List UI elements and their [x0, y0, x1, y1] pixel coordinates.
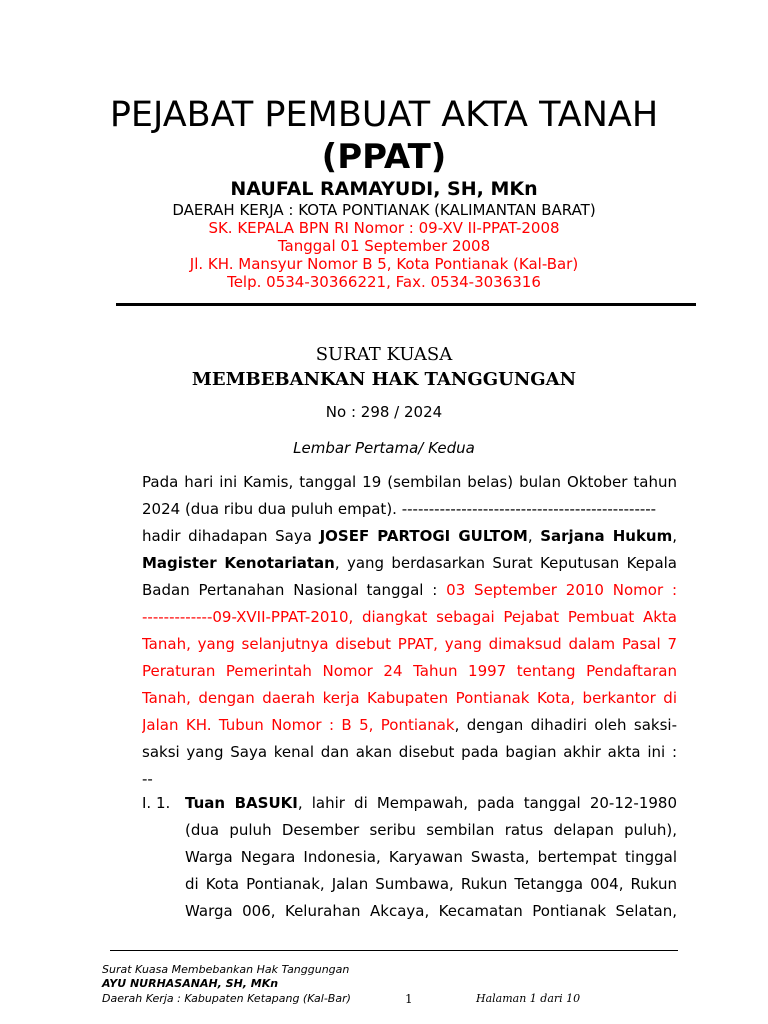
- party-line: (dua puluh Desember seribu sembilan ratus delapan puluh),: [185, 821, 677, 839]
- party-name: Tuan BASUKI: [185, 794, 298, 812]
- office-address: Jl. KH. Mansyur Nomor B 5, Kota Pontianak (Kal-Bar): [189, 255, 579, 273]
- body-line: [142, 577, 677, 604]
- body-line: --: [142, 770, 153, 788]
- notary-name: NAUFAL RAMAYUDI, SH, MKn: [230, 178, 538, 200]
- office-title: PEJABAT PEMBUAT AKTA TANAH: [109, 95, 659, 135]
- body-line: 2024 (dua ribu dua puluh empat). -----------------------------------------------: [142, 500, 657, 518]
- text: hadir dihadapan Saya: [142, 527, 320, 545]
- body-line: -------------09-XVII-PPAT-2010, diangkat sebagai Pejabat Pembuat Akta: [142, 608, 677, 626]
- ppat-name: JOSEF PARTOGI GULTOM: [319, 527, 528, 545]
- body-line: Tanah, yang selanjutnya disebut PPAT, yang dimaksud dalam Pasal 7: [142, 635, 677, 653]
- footer-divider: [110, 950, 678, 951]
- body-line: [142, 712, 677, 739]
- text: ,: [672, 527, 677, 545]
- party-line: di Kota Pontianak, Jalan Sumbawa, Rukun Tetangga 004, Rukun: [185, 875, 677, 893]
- party-line: Warga 006, Kelurahan Akcaya, Kecamatan Pontianak Selatan,: [185, 902, 677, 920]
- party-line: [185, 790, 677, 817]
- document-subtitle: MEMBEBANKAN HAK TANGGUNGAN: [191, 369, 577, 390]
- ppat-degree-2: Magister Kenotariatan: [142, 554, 335, 572]
- text: Badan Pertanahan Nasional tanggal :: [142, 581, 447, 599]
- document-title: SURAT KUASA: [315, 344, 453, 365]
- party-entry: [185, 790, 677, 925]
- decree-ref: 03 September 2010 Nomor :: [446, 581, 677, 599]
- text: ,: [527, 527, 541, 545]
- page-label: Halaman 1 dari 10: [476, 992, 581, 1005]
- page-number: 1: [405, 992, 413, 1006]
- decree-number: SK. KEPALA BPN RI Nomor : 09-XV II-PPAT-2008: [208, 219, 560, 237]
- document-body: [142, 469, 677, 793]
- work-region: DAERAH KERJA : KOTA PONTIANAK (KALIMANTAN BARAT): [172, 201, 596, 219]
- footer-work-region: Daerah Kerja : Kabupaten Ketapang (Kal-Bar): [102, 992, 351, 1005]
- body-line: Peraturan Pemerintah Nomor 24 Tahun 1997 tentang Pendaftaran: [142, 662, 677, 680]
- text: , dengan dihadiri oleh saksi-: [454, 716, 677, 734]
- sheet-label: Lembar Pertama/ Kedua: [293, 439, 475, 457]
- office-street: Jalan KH. Tubun Nomor : B 5, Pontianak: [142, 716, 455, 734]
- body-line: Tanah, dengan daerah kerja Kabupaten Pontianak Kota, berkantor di: [142, 689, 677, 707]
- text: , yang berdasarkan Surat Keputusan Kepala: [334, 554, 677, 572]
- header-divider: [116, 303, 696, 306]
- office-abbreviation: (PPAT): [321, 137, 447, 177]
- footer-notary-name: AYU NURHASANAH, SH, MKn: [102, 977, 279, 990]
- decree-date: Tanggal 01 September 2008: [277, 237, 491, 255]
- body-line: [142, 550, 677, 577]
- text: , lahir di Mempawah, pada tanggal 20-12-1980: [297, 794, 677, 812]
- party-label: I. 1.: [142, 794, 171, 812]
- document-number: No : 298 / 2024: [325, 403, 443, 421]
- footer-document-title: Surat Kuasa Membebankan Hak Tanggungan: [102, 963, 350, 976]
- body-line: [142, 523, 677, 550]
- ppat-degree: Sarjana Hukum: [540, 527, 673, 545]
- body-line: saksi yang Saya kenal dan akan disebut pada bagian akhir akta ini :: [142, 743, 677, 761]
- party-line: Warga Negara Indonesia, Karyawan Swasta, bertempat tinggal: [185, 848, 677, 866]
- office-phone: Telp. 0534-30366221, Fax. 0534-3036316: [227, 273, 541, 291]
- body-line: Pada hari ini Kamis, tanggal 19 (sembilan belas) bulan Oktober tahun: [142, 473, 677, 491]
